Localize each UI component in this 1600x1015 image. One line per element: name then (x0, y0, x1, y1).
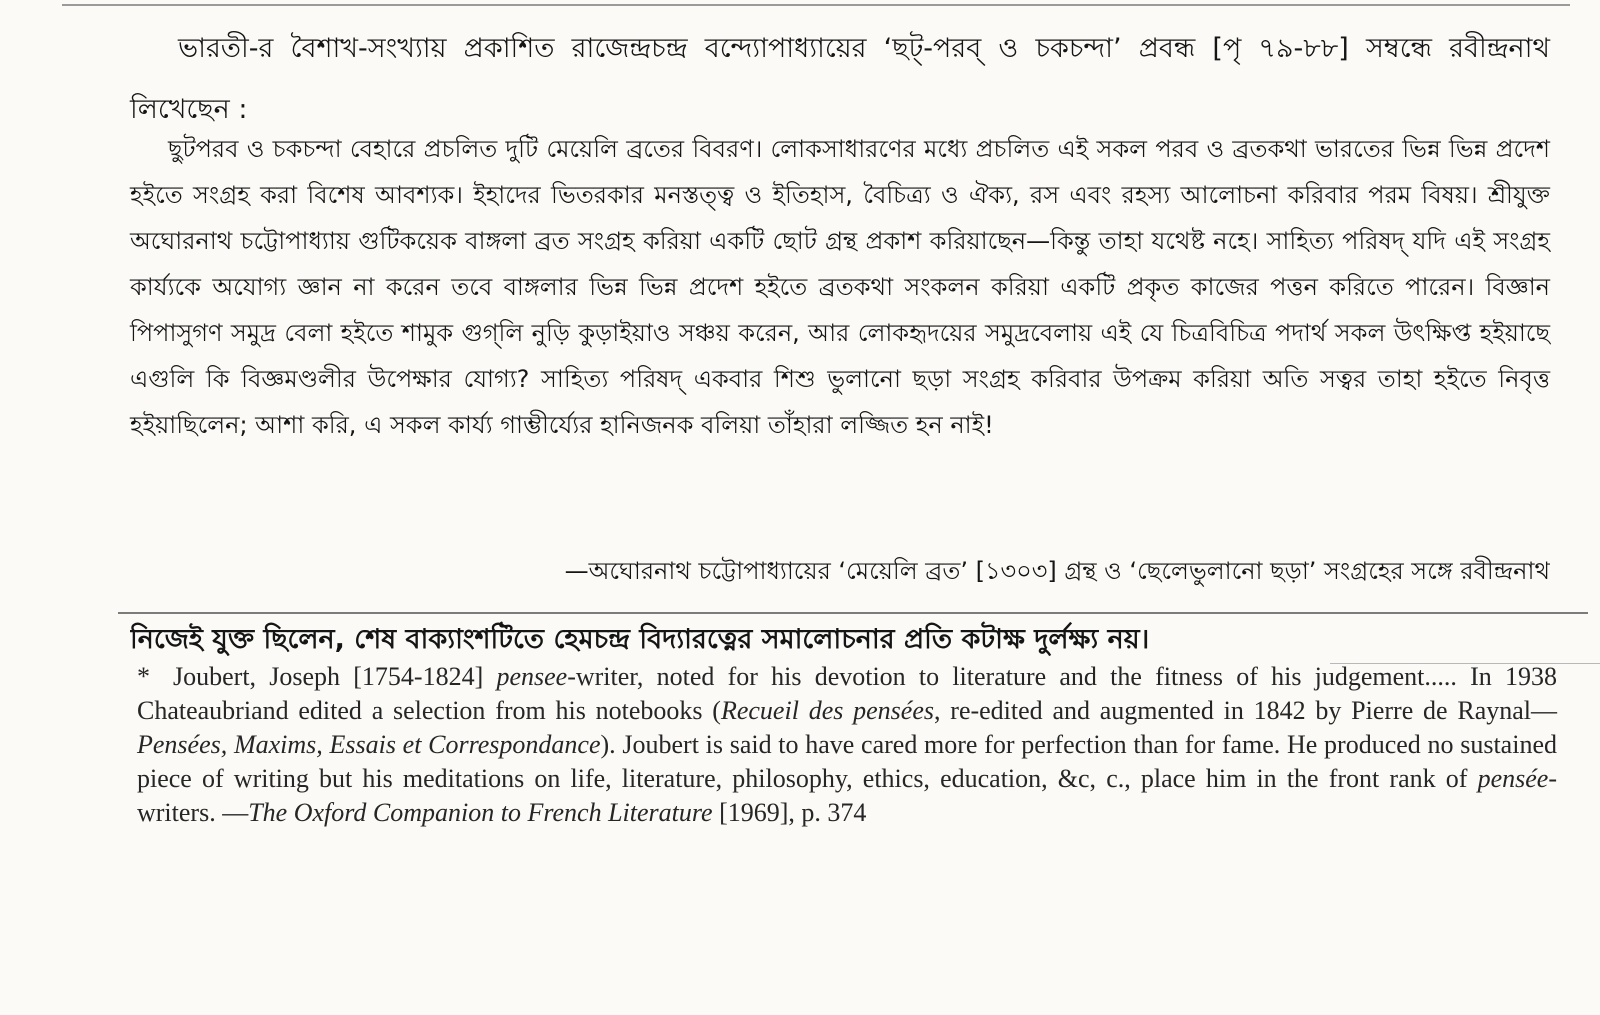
footnote-part: , re-edited and augmented in 1842 by Pierre de Raynal— (934, 696, 1557, 725)
footnote-part: -writers. — (137, 764, 1557, 827)
attribution-line: —অঘোরনাথ চট্টোপাধ্যায়ের ‘মেয়েলি ব্রত’ [১৩০৩] গ্রন্থ ও ‘ছেলেভুলানো ছড়া’ সংগ্রহের সঙ্গে রবীন্দ্রনাথ (564, 557, 1550, 585)
footnote-italic: Pensées, Maxims, Essais et Correspondance (137, 730, 601, 759)
footnote-part: -writer, noted for his devotion to literature and the fitness of his judgement..... In 1938 Chateaubriand edited a selection from his notebooks ( (137, 662, 1557, 725)
footnote-italic: pensée (1477, 764, 1549, 793)
footnote-italic: pensee (496, 662, 568, 691)
section-rule (118, 612, 1588, 614)
top-rule (62, 4, 1570, 6)
footnote-italic: The Oxford Companion to French Literature (248, 798, 713, 827)
footnote-italic: Recueil des pensées (720, 696, 934, 725)
footnote-marker: * (137, 662, 150, 691)
continuation-line: নিজেই যুক্ত ছিলেন, শেষ বাক্যাংশটিতে হেমচন্দ্র বিদ্যারত্নের সমালোচনার প্রতি কটাক্ষ দুর্লক্ষ্য নয়। (130, 624, 1150, 655)
footnote (137, 660, 1557, 830)
quoted-passage: ছুটপরব ও চকচন্দা বেহারে প্রচলিত দুটি মেয়েলি ব্রতের বিবরণ। লোকসাধারণের মধ্যে প্রচলিত এই সকল পরব ও ব্রতকথা ভারতের ভিন্ন ভিন্ন প্রদেশ হইতে সংগ্রহ করা বিশেষ আবশ্যক। ইহাদের ভিতরকার মনস্তত্ত্ব ও ইতিহাস, বৈচিত্র্য ও ঐক্য, রস এবং রহস্য আলোচনা করিবার পরম বিষয়। শ্রীযুক্ত অঘোরনাথ চট্টোপাধ্যায় গুটিকয়েক বাঙ্গলা ব্রত সংগ্রহ করিয়া একটি ছোট গ্রন্থ প্রকাশ করিয়াছেন—কিন্তু তাহা যথেষ্ট নহে। সাহিত্য পরিষদ্ যদি এই সংগ্রহ কার্য্যকে অযোগ্য জ্ঞান না করেন তবে বাঙ্গলার ভিন্ন ভিন্ন প্রদেশ হইতে ব্রতকথা সংকলন করিয়া একটি প্রকৃত কাজের পত্তন করিতে পারেন। বিজ্ঞান পিপাসুগণ সমুদ্র বেলা হইতে শামুক গুগ্‌লি নুড়ি কুড়াইয়াও সঞ্চয় করেন, আর লোকহৃদয়ের সমুদ্রবেলায় এই যে চিত্রবিচিত্র পদার্থ সকল উৎক্ষিপ্ত হইয়াছে এগুলি কি বিজ্ঞমণ্ডলীর উপেক্ষার যোগ্য? সাহিত্য পরিষদ্ একবার শিশু ভুলানো ছড়া সংগ্রহ করিবার উপক্রম করিয়া অতি সত্বর তাহা হইতে নিবৃত্ত হইয়াছিলেন; আশা করি, এ সকল কার্য্য গাম্ভীর্য্যের হানিজনক বলিয়া তাঁহারা লজ্জিত হন নাই! (130, 135, 1550, 439)
intro-paragraph: ভারতী-র বৈশাখ-সংখ্যায় প্রকাশিত রাজেন্দ্রচন্দ্র বন্দ্যোপাধ্যায়ের ‘ছট্-পরব্ ও চকচন্দা’ প্রবন্ধ [পৃ ৭৯-৮৮] সম্বন্ধে রবীন্দ্রনাথ লিখেছেন : (130, 33, 1550, 125)
footnote-citation: [1969], p. 374 (719, 798, 867, 827)
footnote-part: ). Joubert is said to have cared more for perfection than for fame. He produced no sustained piece of writing but his meditations on life, literature, philosophy, ethics, education, &c, c., place him in the front rank of (137, 730, 1557, 793)
footnote-part: Joubert, Joseph [1754-1824] (173, 662, 484, 691)
